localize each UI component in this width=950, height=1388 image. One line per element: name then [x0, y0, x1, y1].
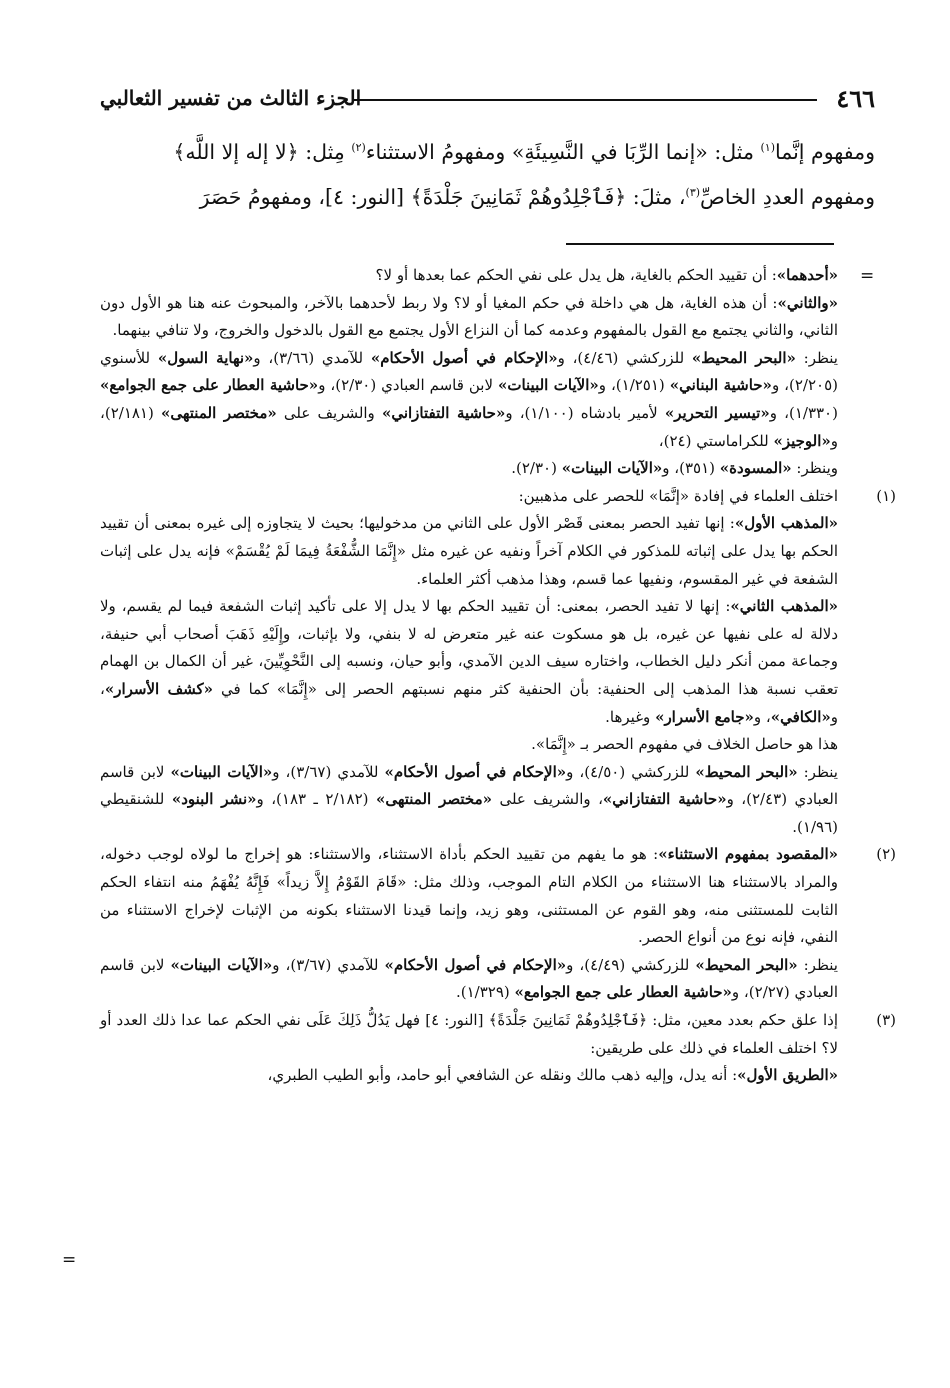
text-run: للآمدي (٣/٦٧)، و [272, 762, 385, 781]
footnote-paragraph: إذا علق حكم بعدد معين، مثل: ﴿فَٱجْلِدُوهُمْ ثَمَانِينَ جَلْدَةً﴾ [النور: ٤] فهل يَدُلُّ ذَلِكَ عَلَى نفي الحكم عما عدا ذلك العدد أو لا؟ اختلف العلماء في ذلك على طريقين: [100, 1011, 838, 1057]
footnote-ref[interactable]: (٣) [685, 186, 701, 200]
text-run: للزركشي (٤/٤٩)، و [566, 955, 696, 974]
book-title: «الآيات البينات» [170, 955, 273, 974]
footnote-paragraph [100, 1062, 838, 1090]
text-run: ينظر: [797, 955, 838, 974]
book-title: «الكافي» [770, 707, 831, 726]
page-number: ٤٦٦ [836, 84, 875, 113]
text-run: (١/٣٣٠)، و [769, 403, 838, 422]
text-run: ينظر: [795, 348, 838, 367]
text-run: للشنقيطي (١/٩٦). [100, 790, 838, 836]
text-run: : أن تقييد الحكم بالغاية، هل يدل على نفي الحكم عما بعدها أو لا؟ [375, 266, 777, 284]
bold-term: «الطريق الأول» [737, 1066, 838, 1085]
bold-term: «المذهب الثاني» [730, 597, 839, 616]
book-title: «الآيات البينات» [170, 762, 273, 781]
text-run: : أنه يدل، وإليه ذهب مالك ونقله عن الشافعي أبو حامد، وأبو الطيب الطبري، [267, 1066, 738, 1085]
bold-term: «أحدهما» [776, 266, 838, 284]
main-line [100, 175, 875, 220]
text-run: (١/٢٥١)، و [598, 376, 670, 395]
text-run: للزركشي (٤/٤٦)، و [557, 348, 692, 367]
text-run: ، والشريف على [492, 790, 603, 809]
footnote-2 [100, 841, 896, 1007]
footnote-paragraph [100, 593, 838, 731]
book-title: «حاشية التفتازاني» [381, 403, 506, 422]
book-title: «جامع الأسرار» [655, 707, 754, 726]
footnote-paragraph [100, 510, 838, 593]
main-line [100, 130, 875, 175]
text-run: (٢/٣٠). [511, 459, 562, 478]
book-title: «حاشية العطار على جمع الجوامع» [100, 376, 319, 395]
book-title: «البحر المحيط» [695, 955, 798, 974]
references [100, 952, 838, 1007]
text-run: : إنها لا تفيد الحصر، بمعنى: أن تقييد الحكم بها لا يدل إلا على تأكيد إثبات الشفعة فيما لم يقسم، ولا دلالة له على نفيها عن غيره، بل هو مسكوت عنه غير متعرض له لا بنفي، ولا بإثبات، وإِلَيْهِ ذَهَبَ أصحاب أبي حنيفة، وجماعة ممن أنكر دليل الخطاب، واختاره سيف الدين الآمدي، وأبو حيان، ونسبه إلى النَّحْوِيِّينَ، غير أن الكمال بن الهمام تعقب نسبة هذا المذهب إلى الحنفية: بأن الحنفية كثر منهم نسبتهم الحصر إلى «إِنَّمَا» كما في [100, 597, 839, 698]
text-run: ومفهوم العددِ الخاصِّ [700, 185, 875, 209]
bold-term: «المقصود بمفهوم الاستثناء» [658, 845, 838, 864]
text-run: لابن قاسم العبادي (٢/٢٧)، و [100, 955, 838, 1002]
references [100, 759, 838, 842]
text-run: ينظر: [797, 762, 838, 781]
text-run: للآمدي (٣/٦٦)، و [253, 348, 371, 367]
book-title: «مختصر المنتهى» [375, 790, 492, 809]
book-title: «تيسير التحرير» [664, 403, 770, 422]
references [100, 455, 838, 483]
footnote-paragraph [100, 841, 838, 951]
text-run: لابن قاسم العبادي (٢/٣٠)، و [318, 376, 498, 395]
text-run: : أن هذه الغاية، هل هي داخلة في حكم المغيا أو لا؟ ولا ربط لأحدهما بالآخر، والمبحوث عنه هنا هو الأول دون الثاني، والثاني يجتمع مع القول بالمفهوم وعدمه كما أن النزاع الأول يجتمع مع القول بالدخول والخروج، ولا تنافي بينهما. [100, 293, 838, 340]
main-text [100, 130, 875, 220]
book-title: «نهاية السول» [157, 348, 254, 367]
text-run: ومفهوم إنَّما [775, 140, 875, 164]
footnote-paragraph: اختلف العلماء في إفادة «إنَّمَا» للحصر على مذهبين: [518, 486, 838, 505]
bold-term: «والثاني» [777, 293, 838, 312]
footnote-number: (٢) [876, 845, 896, 864]
footnote-3 [100, 1007, 896, 1090]
text-run: : هو ما يفهم من تقييد الحكم بأداة الاستثناء، والاستثناء: هو إخراج ما لولاه لوجب دخوله، والمراد بالاستثناء هنا الاستثناء من الكلام التام الموجب، وذلك مثل: «قَامَ القَوْمُ إِلاَّ زيداً» فَإِنَّهُ يُفْهَمُ منه انتفاء الحكم الثابت للمستثنى منه، وهو القوم عن المستثنى، وهو زيد، وإنما قيدنا الاستثناء بكونه من الإثبات لإخراج الاستثناء من النفي، فإنه نوع من أنواع الحصر. [100, 845, 838, 947]
text-run: والشريف على [276, 403, 382, 422]
text-run: ، مثلَ: ﴿فَٱجْلِدُوهُمْ ثَمَانِينَ جَلْدَةً﴾ [النور: ٤]، ومفهومُ حَصَرَ [199, 185, 686, 209]
continuation-mark: = [860, 266, 875, 286]
running-header [100, 84, 875, 118]
footnote-separator [566, 243, 834, 245]
book-title: «الإحكام في أصول الأحكام» [384, 762, 567, 781]
book-title: «حاشية العطار على جمع الجوامع» [514, 983, 732, 1002]
text-run: للكراماستي (٢٤)، [658, 431, 774, 450]
book-title: «الآيات البينات» [561, 459, 663, 478]
header-rule [352, 99, 817, 101]
book-title: «الإحكام في أصول الأحكام» [370, 348, 558, 367]
book-title: «كشف الأسرار» [104, 679, 214, 698]
bold-term: «المذهب الأول» [734, 514, 838, 533]
text-run: للأسنوي (٢/٢٠٥)، و [100, 348, 838, 395]
book-title: «حاشية التفتازاني» [602, 790, 727, 809]
continuation-mark: = [62, 1250, 77, 1270]
text-run: وغيرها. [605, 707, 656, 726]
text-run: لابن قاسم العبادي (٢/٤٣)، و [100, 762, 839, 809]
book-title: «الوجيز» [773, 431, 831, 450]
book-title: «الآيات البينات» [497, 376, 599, 395]
text-run: ، و [753, 707, 771, 726]
text-run: مثل: «إنما الرِّبَا في النَّسِيئَةِ» ومفهومُ الاستثناء [365, 140, 761, 164]
footnotes [100, 262, 896, 1090]
book-title: «البحر المحيط» [695, 762, 798, 781]
footnote-number: (١) [876, 486, 896, 505]
book-title: «البحر المحيط» [691, 348, 796, 367]
references [100, 345, 838, 455]
text-run: مِثل: ﴿لا إله إلا اللَّه﴾ [173, 140, 352, 164]
running-title: الجزء الثالث من تفسير الثعالبي [100, 86, 362, 110]
text-run: للزركشي (٤/٥٠)، و [566, 762, 696, 781]
text-run: (٢/١٨١)، و [100, 403, 838, 450]
book-title: «نشر البنود» [171, 790, 257, 809]
footnote-number: (٣) [876, 1011, 896, 1030]
footnote-paragraph: هذا هو حاصل الخلاف في مفهوم الحصر بـ «إِنَّمَا». [531, 735, 838, 754]
text-run: (١/٣٢٩). [455, 983, 515, 1002]
footnote-paragraph [100, 290, 838, 345]
text-run: لأمير بادشاه (١/١٠٠)، و [505, 403, 665, 422]
footnote-paragraph [100, 262, 838, 290]
text-run: للآمدي (٣/٦٧)، و [272, 955, 385, 974]
text-run: ، و [100, 679, 838, 726]
footnote-ref[interactable]: (١) [760, 141, 775, 155]
text-run: (٢/١٨٢ ـ ١٨٣)، و [256, 790, 376, 809]
book-title: «الإحكام في أصول الأحكام» [384, 955, 567, 974]
book-title: «حاشية البناني» [669, 376, 772, 395]
text-run: وينظر: [791, 459, 838, 478]
footnote-ref[interactable]: (٢) [351, 141, 366, 155]
book-title: «مختصر المنتهى» [160, 403, 277, 422]
text-run: (٣٥١)، و [662, 459, 720, 478]
text-run: : إنها تفيد الحصر بمعنى قَصْر الأول على الثاني من مدخوليها؛ بحيث لا يتجاوزه إلى غيره بمعنى أن تقييد الحكم بها يدل على إثباته للمذكور في الكلام آخراً ونفيه عن غيره مثل «إِنَّمَا الشُّفْعَةُ فِيمَا لَمْ يُقْسَمْ» فإنه يدل على إثبات الشفعة في غير المقسوم، ونفيها عما قسم، وهذا مذهب أكثر العلماء. [100, 514, 838, 588]
book-title: «المسودة» [719, 459, 792, 478]
footnote-1 [100, 483, 896, 842]
